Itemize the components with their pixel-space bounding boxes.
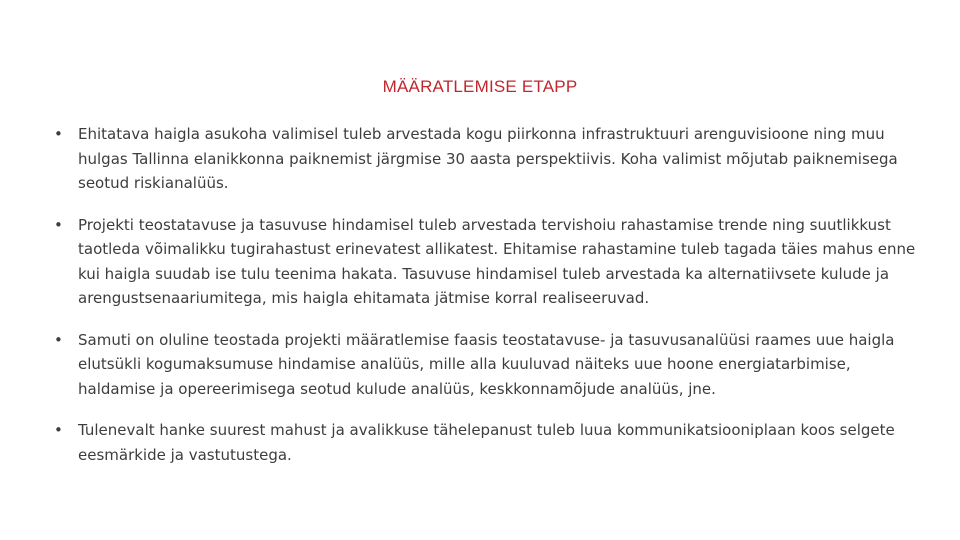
bullet-list [54,122,916,467]
bullet-text: Projekti teostatavuse ja tasuvuse hindamisel tuleb arvestada tervishoiu rahastamise trende ning suutlikkust taotleda võimalikku tugirahastust erinevatest allikatest. Ehitamise rahastamine tuleb tagada täies mahus enne kui haigla suudab ise tulu teenima hakata. Tasuvuse hindamisel tuleb arvestada ka alternatiivsete kulude ja arengustsenaariumitega, mis haigla ehitamata jätmise korral realiseeruvad. [78,215,916,307]
bullet-text: Tulenevalt hanke suurest mahust ja avalikkuse tähelepanust tuleb luua kommunikatsiooniplaan koos selgete eesmärkide ja vastutustega. [78,421,895,464]
bullet-item [54,213,916,311]
bullet-text: Samuti on oluline teostada projekti määratlemise faasis teostatavuse- ja tasuvusanalüüsi raames uue haigla elutsükli kogumaksumuse hindamise analüüs, mille alla kuuluvad näiteks uue hoone energiatarbimise, haldamise ja opereerimisega seotud kulude analüüs, keskkonnamõjude analüüs, jne. [78,330,895,398]
bullet-text: Ehitatava haigla asukoha valimisel tuleb arvestada kogu piirkonna infrastruktuuri arenguvisioone ning muu hulgas Tallinna elanikkonna paiknemist järgmise 30 aasta perspektiivis. Koha valimist mõjutab paiknemisega seotud riskianalüüs. [78,125,898,192]
bullet-dot-icon: • [54,421,63,439]
bullet-dot-icon: • [54,330,63,349]
bullet-item [54,122,916,196]
bullet-dot-icon: • [54,125,63,143]
bullet-item [54,418,916,467]
bullet-item [54,328,916,402]
slide-title: MÄÄRATLEMISE ETAPP [382,77,578,96]
bullet-dot-icon: • [54,215,63,234]
